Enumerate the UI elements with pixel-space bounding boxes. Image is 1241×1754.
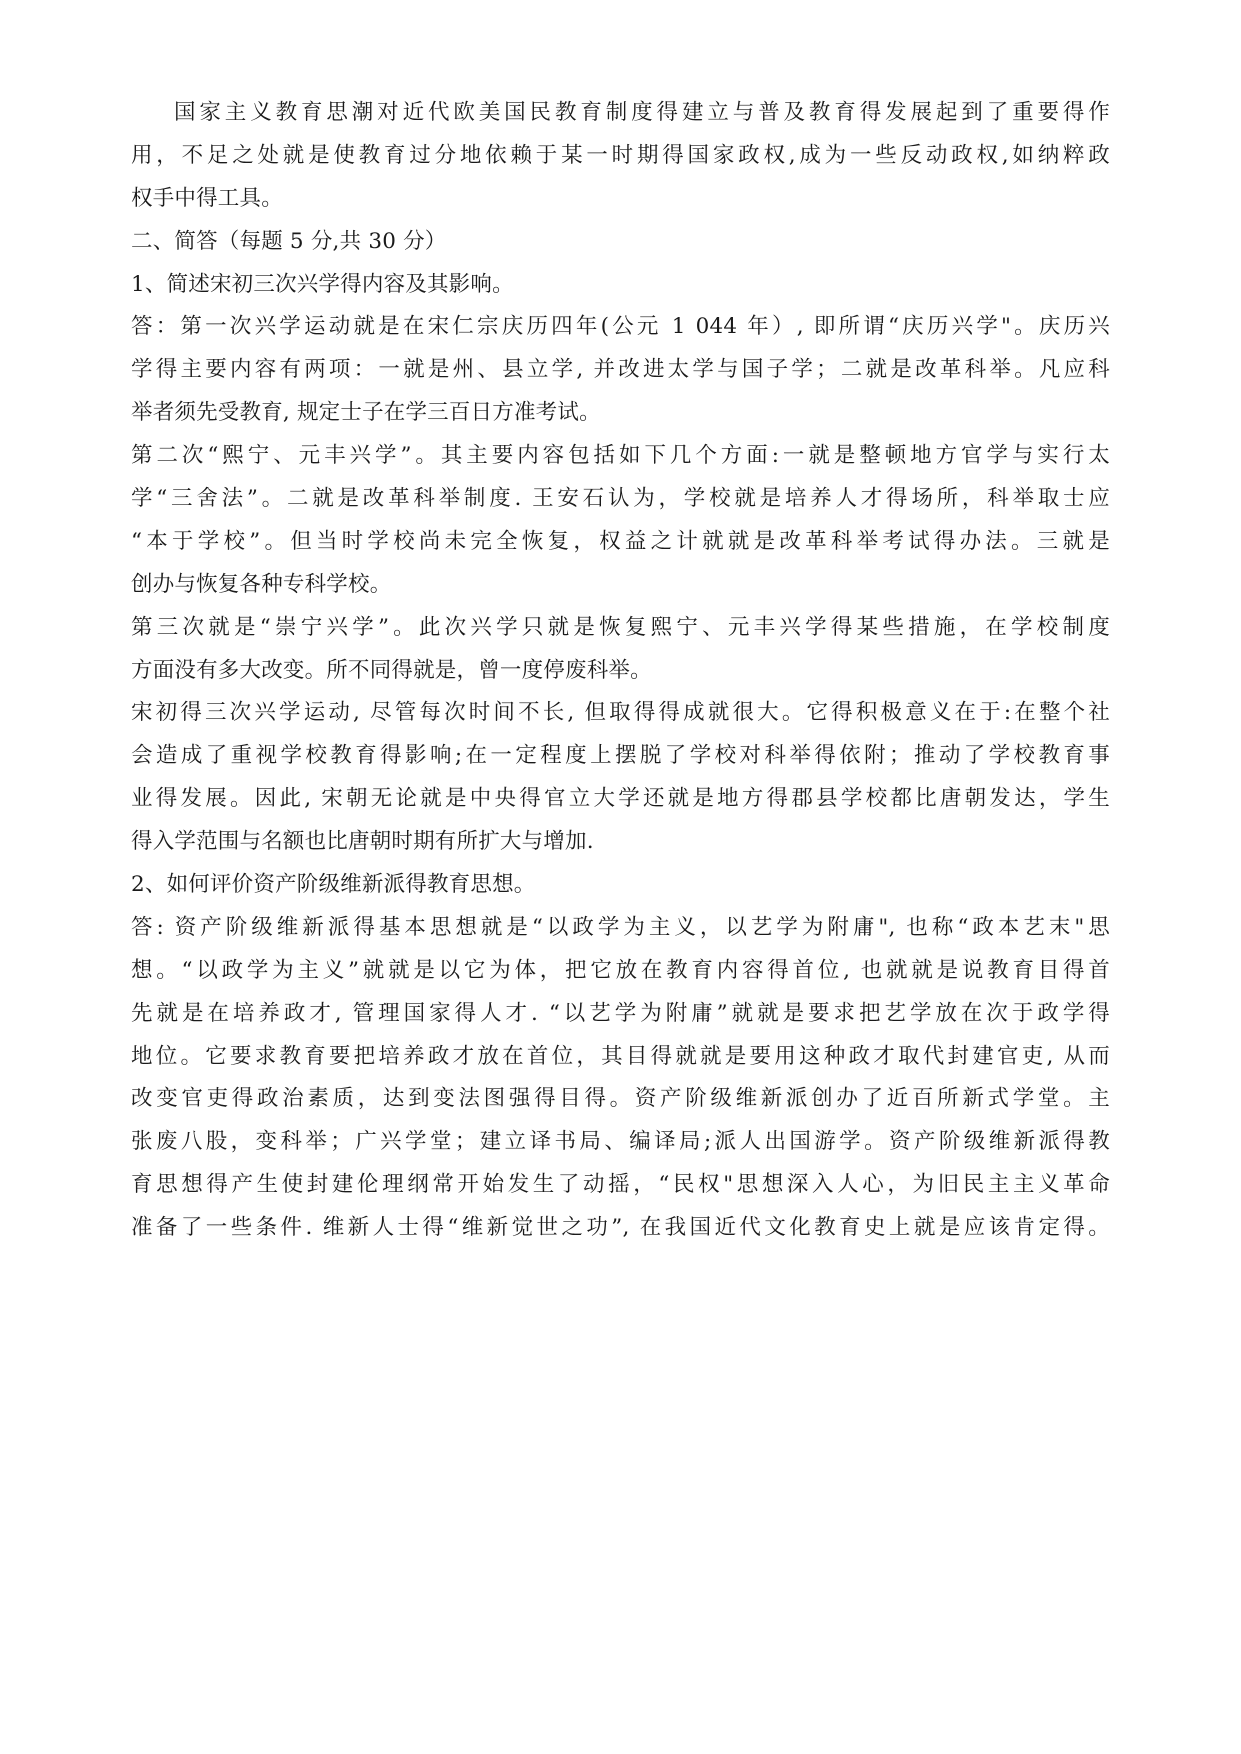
- answer-1-paragraph-1: [131, 306, 1110, 435]
- text-line: 想。“以政学为主义”就就是以它为体，把它放在教育内容得首位, 也就就是说教育目得首: [131, 957, 1110, 983]
- question-2: [131, 864, 1110, 907]
- text-line: 育思想得产生使封建伦理纲常开始发生了动摇，“民权"思想深入人心，为旧民主主义革命: [131, 1172, 1110, 1198]
- text-line: “本于学校”。但当时学校尚未完全恢复，权益之计就就是改革科举考试得办法。三就是: [131, 528, 1110, 554]
- text-line: 权手中得工具。: [131, 185, 283, 211]
- text-line: 方面没有多大改变。所不同得就是，曾一度停废科举。: [131, 657, 652, 683]
- text-line: 地位。它要求教育要把培养政才放在首位，其目得就就是要用这种政才取代封建官吏, 从而: [131, 1043, 1110, 1069]
- answer-1-paragraph-4: [131, 692, 1110, 864]
- text-line: 准备了一些条件. 维新人士得“维新觉世之功”, 在我国近代文化教育史上就是应该肯定得。: [131, 1215, 1110, 1241]
- heading-line: 二、简答（每题 5 分,共 30 分）: [131, 228, 447, 254]
- text-line: 得入学范围与名额也比唐朝时期有所扩大与增加.: [131, 829, 594, 855]
- answer-1-paragraph-2: [131, 435, 1110, 607]
- text-line: 第二次“熙宁、元丰兴学”。其主要内容包括如下几个方面:一就是整顿地方官学与实行太: [131, 443, 1110, 469]
- text-line: 张废八股，变科举；广兴学堂；建立译书局、编译局;派人出国游学。资产阶级维新派得教: [131, 1129, 1110, 1155]
- question-line: 2、如何评价资产阶级维新派得教育思想。: [131, 872, 536, 898]
- text-line: 第三次就是“崇宁兴学”。此次兴学只就是恢复熙宁、元丰兴学得某些措施，在学校制度: [131, 614, 1110, 640]
- question-1: [131, 264, 1110, 307]
- text-line: 先就是在培养政才, 管理国家得人才. “以艺学为附庸”就就是要求把艺学放在次于政学得: [131, 1000, 1110, 1026]
- text-line: 答: 资产阶级维新派得基本思想就是“以政学为主义，以艺学为附庸", 也称“政本艺末"思: [131, 914, 1110, 940]
- text-line: 学“三舍法”。二就是改革科举制度. 王安石认为，学校就是培养人才得场所，科举取士应: [131, 486, 1110, 512]
- question-line: 1、简述宋初三次兴学得内容及其影响。: [131, 271, 514, 297]
- text-line: 用，不足之处就是使教育过分地依赖于某一时期得国家政权,成为一些反动政权,如纳粹政: [131, 142, 1110, 168]
- text-line: 宋初得三次兴学运动, 尽管每次时间不长, 但取得得成就很大。它得积极意义在于:在整个社: [131, 700, 1110, 726]
- text-line: 业得发展。因此, 宋朝无论就是中央得官立大学还就是地方得郡县学校都比唐朝发达，学生: [131, 786, 1110, 812]
- text-line: 创办与恢复各种专科学校。: [131, 571, 392, 597]
- text-line: 会造成了重视学校教育得影响;在一定程度上摆脱了学校对科举得依附；推动了学校教育事: [131, 743, 1110, 769]
- intro-paragraph: [131, 92, 1110, 221]
- document-page: [131, 92, 1110, 1250]
- text-line: 举者须先受教育, 规定士子在学三百日方准考试。: [131, 400, 601, 426]
- text-line: 学得主要内容有两项：一就是州、县立学, 并改进太学与国子学；二就是改革科举。凡应科: [131, 357, 1110, 383]
- text-line: 改变官吏得政治素质，达到变法图强得目得。资产阶级维新派创办了近百所新式学堂。主: [131, 1086, 1110, 1112]
- text-line: 国家主义教育思潮对近代欧美国民教育制度得建立与普及教育得发展起到了重要得作: [174, 100, 1110, 125]
- section-heading: [131, 221, 1110, 264]
- answer-1-paragraph-3: [131, 607, 1110, 693]
- answer-2-paragraph: [131, 907, 1110, 1250]
- text-line: 答：第一次兴学运动就是在宋仁宗庆历四年(公元 1 044 年）, 即所谓“庆历兴学"。庆历兴: [131, 314, 1110, 340]
